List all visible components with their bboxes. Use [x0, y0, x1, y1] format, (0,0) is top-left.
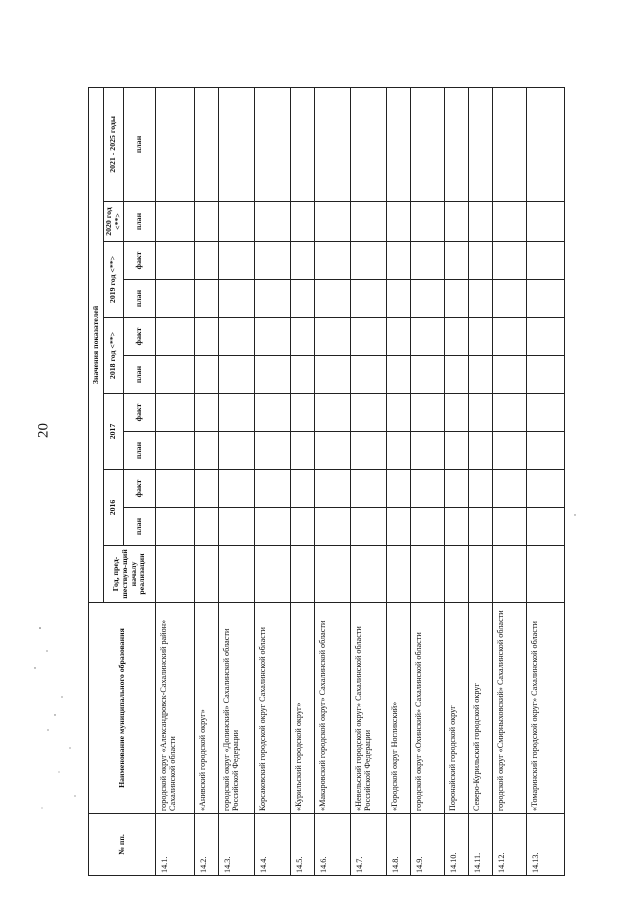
indicators-table [88, 87, 565, 876]
header-name: Наименование муниципального образования [89, 603, 156, 814]
table-row [493, 87, 527, 875]
table-row [291, 87, 315, 875]
header-2016: 2016 [104, 470, 124, 546]
municipality-name: городской округ «Охинский» Сахалинской области [411, 603, 445, 814]
table-row [527, 87, 565, 875]
table-row [469, 87, 493, 875]
municipality-name: Поронайский городской округ [445, 603, 469, 814]
rotated-table-container [88, 88, 559, 876]
header-year-before: Год, пред-шествую-щий началу реализации [104, 546, 156, 603]
subheader-2018-plan: план [124, 356, 156, 394]
row-number: 14.4. [255, 814, 291, 876]
subheader-2016-fact: факт [124, 470, 156, 508]
page-number: 20 [35, 423, 52, 438]
municipality-name: «Невельский городской округ» Сахалинской области Российской Федерации [351, 603, 387, 814]
subheader-2021-plan: план [124, 87, 156, 201]
row-number: 14.8. [387, 814, 411, 876]
row-number: 14.11. [469, 814, 493, 876]
row-number: 14.9. [411, 814, 445, 876]
subheader-2017-fact: факт [124, 394, 156, 432]
header-num: № пп. [89, 814, 156, 876]
row-number: 14.5. [291, 814, 315, 876]
row-number: 14.3. [219, 814, 255, 876]
row-number: 14.2. [195, 814, 219, 876]
table-row [315, 87, 351, 875]
table-row [219, 87, 255, 875]
row-number: 14.12. [493, 814, 527, 876]
header-2021-2025: 2021 - 2025 годы [104, 87, 124, 201]
subheader-2018-fact: факт [124, 318, 156, 356]
municipality-name: «Макаровский городской округ» Сахалинской области [315, 603, 351, 814]
table-row [387, 87, 411, 875]
header-2019: 2019 год <**> [104, 242, 124, 318]
header-2018: 2018 год <**> [104, 318, 124, 394]
municipality-name: «Анивский городской округ» [195, 603, 219, 814]
table-row [255, 87, 291, 875]
row-number: 14.1. [156, 814, 195, 876]
row-number: 14.7. [351, 814, 387, 876]
municipality-name: «Курильский городской округ» [291, 603, 315, 814]
header-values-group: Значения показателей [89, 87, 104, 602]
municipality-name: «Городской округ Ногликский» [387, 603, 411, 814]
municipality-name: «Томаринский городской округ» Сахалинской области [527, 603, 565, 814]
table-row [445, 87, 469, 875]
table-row [156, 87, 195, 875]
header-2017: 2017 [104, 394, 124, 470]
municipality-name: Корсаковский городской округ Сахалинской области [255, 603, 291, 814]
subheader-2016-plan: план [124, 508, 156, 546]
subheader-2020-plan: план [124, 202, 156, 242]
table-row [351, 87, 387, 875]
header-2020: 2020 год <**> [104, 202, 124, 242]
subheader-2019-plan: план [124, 280, 156, 318]
table-row [411, 87, 445, 875]
subheader-2017-plan: план [124, 432, 156, 470]
table-row [195, 87, 219, 875]
municipality-name: городской округ «Александровск-Сахалинский район» Сахалинской области [156, 603, 195, 814]
subheader-2019-fact: факт [124, 242, 156, 280]
row-number: 14.6. [315, 814, 351, 876]
municipality-name: городской округ «Долинский» Сахалинской области Российской Федерации [219, 603, 255, 814]
row-number: 14.13. [527, 814, 565, 876]
municipality-name: Северо-Курильский городской округ [469, 603, 493, 814]
municipality-name: городской округ «Смирныховский» Сахалинской области [493, 603, 527, 814]
row-number: 14.10. [445, 814, 469, 876]
